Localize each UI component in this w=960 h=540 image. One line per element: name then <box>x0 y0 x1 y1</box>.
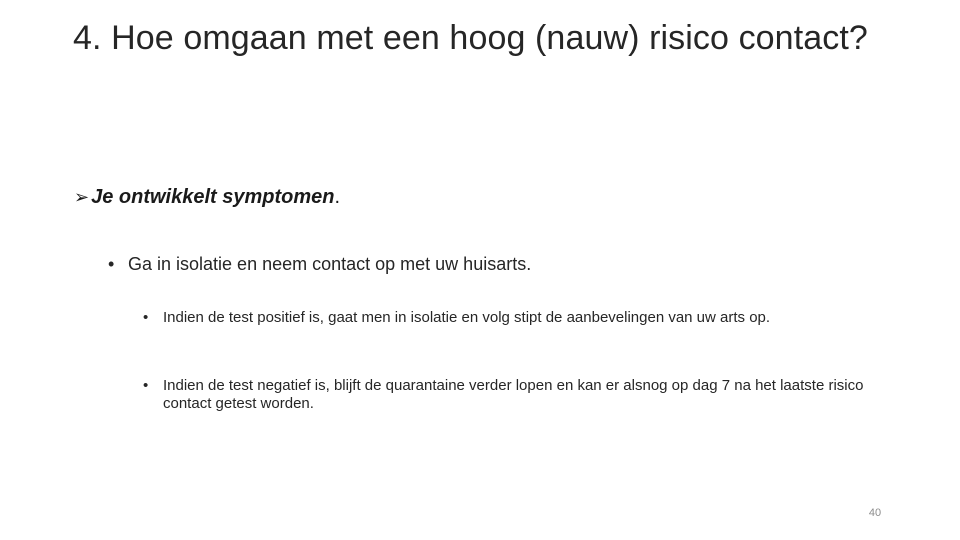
level1-bullet-item <box>74 182 340 213</box>
level3-bullet-text: Indien de test positief is, gaat men in isolatie en volg stipt de aanbevelingen van uw arts op. <box>163 309 771 326</box>
level2-bullet-item <box>108 251 531 277</box>
level2-bullet-text: Ga in isolatie en neem contact op met uw huisarts. <box>128 254 532 274</box>
level3-bullet-item-positive <box>143 309 903 327</box>
arrow-bullet-icon: ➢ <box>74 187 90 208</box>
page-number: 40 <box>868 507 882 519</box>
bullet-dot-icon: • <box>143 309 149 326</box>
level1-bullet-text: Je ontwikkelt symptomen <box>91 186 335 208</box>
level3-bullet-text: Indien de test negatief is, blijft de quarantaine verder lopen en kan er alsnog op dag 7 na het laatste risico contact getest worden. <box>163 377 864 412</box>
slide-title: 4. Hoe omgaan met een hoog (nauw) risico contact? <box>73 19 868 57</box>
level1-bullet-period: . <box>334 186 341 208</box>
bullet-dot-icon: • <box>143 377 149 394</box>
bullet-dot-icon: • <box>108 254 115 274</box>
level3-bullet-item-negative <box>143 377 903 413</box>
